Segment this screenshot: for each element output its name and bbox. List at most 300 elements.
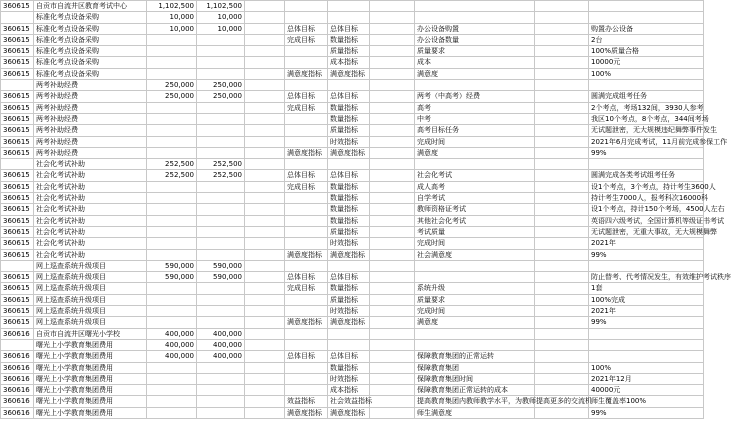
table-cell[interactable]	[147, 238, 197, 249]
table-cell[interactable]: 数量指标	[328, 283, 370, 294]
table-cell[interactable]: 质量指标	[328, 294, 370, 305]
table-cell[interactable]: 总体目标	[285, 351, 328, 362]
table-cell[interactable]	[535, 317, 589, 328]
table-cell[interactable]	[197, 68, 245, 79]
table-cell[interactable]: 设1个考点，3个考点，持计考生3600人	[589, 181, 704, 192]
table-cell[interactable]	[535, 328, 589, 339]
table-cell[interactable]: 100%	[589, 68, 704, 79]
table-cell[interactable]: 360615	[1, 91, 34, 102]
table-cell[interactable]	[245, 238, 285, 249]
table-cell[interactable]	[245, 396, 285, 407]
table-cell[interactable]: 时效指标	[328, 373, 370, 384]
table-cell[interactable]	[197, 204, 245, 215]
table-cell[interactable]: 标准化考点设备采购	[34, 46, 147, 57]
table-cell[interactable]: 质量指标	[328, 226, 370, 237]
table-cell[interactable]	[535, 351, 589, 362]
table-cell[interactable]: 10,000	[197, 12, 245, 23]
table-cell[interactable]	[370, 136, 415, 147]
table-cell[interactable]	[245, 193, 285, 204]
table-cell[interactable]	[535, 57, 589, 68]
table-cell[interactable]: 360615	[1, 34, 34, 45]
table-cell[interactable]: 2021年12月	[589, 373, 704, 384]
table-cell[interactable]: 完成目标	[285, 34, 328, 45]
table-cell[interactable]	[415, 159, 535, 170]
table-cell[interactable]: 400,000	[147, 328, 197, 339]
table-cell[interactable]	[285, 193, 328, 204]
table-cell[interactable]	[285, 1, 328, 12]
table-cell[interactable]	[535, 238, 589, 249]
table-cell[interactable]	[328, 80, 370, 91]
table-cell[interactable]	[245, 317, 285, 328]
table-cell[interactable]: 数量指标	[328, 113, 370, 124]
table-cell[interactable]	[370, 46, 415, 57]
table-cell[interactable]: 无试题泄密，无大规模违纪舞弊事件发生	[589, 125, 704, 136]
table-cell[interactable]: 满意度指标	[285, 249, 328, 260]
table-cell[interactable]	[147, 125, 197, 136]
table-cell[interactable]: 质量指标	[328, 125, 370, 136]
table-cell[interactable]	[147, 181, 197, 192]
table-cell[interactable]	[147, 68, 197, 79]
table-cell[interactable]: 360615	[1, 249, 34, 260]
table-cell[interactable]	[245, 181, 285, 192]
table-cell[interactable]	[245, 136, 285, 147]
table-cell[interactable]	[328, 328, 370, 339]
table-cell[interactable]: 网上巡查系统升级项目	[34, 306, 147, 317]
table-cell[interactable]	[535, 339, 589, 350]
table-cell[interactable]: 网上巡查系统升级项目	[34, 272, 147, 283]
table-cell[interactable]	[370, 328, 415, 339]
table-cell[interactable]: 效益指标	[285, 396, 328, 407]
table-cell[interactable]	[415, 12, 535, 23]
table-cell[interactable]	[147, 113, 197, 124]
table-cell[interactable]: 360616	[1, 351, 34, 362]
table-cell[interactable]: 无试题泄密，无重大事故，无大规模舞弊	[589, 226, 704, 237]
table-cell[interactable]	[147, 385, 197, 396]
table-cell[interactable]	[370, 283, 415, 294]
table-cell[interactable]: 总体目标	[328, 351, 370, 362]
table-cell[interactable]	[535, 91, 589, 102]
table-cell[interactable]: 网上巡查系统升级项目	[34, 317, 147, 328]
table-cell[interactable]: 360615	[1, 204, 34, 215]
table-cell[interactable]	[245, 260, 285, 271]
table-cell[interactable]: 完成时间	[415, 238, 535, 249]
table-cell[interactable]	[197, 283, 245, 294]
table-cell[interactable]	[1, 80, 34, 91]
table-cell[interactable]: 总体目标	[285, 91, 328, 102]
table-cell[interactable]: 保障教育集团	[415, 362, 535, 373]
table-cell[interactable]	[285, 226, 328, 237]
table-cell[interactable]	[147, 306, 197, 317]
table-cell[interactable]	[370, 351, 415, 362]
table-cell[interactable]	[197, 147, 245, 158]
table-cell[interactable]: 252,500	[197, 159, 245, 170]
table-cell[interactable]	[370, 102, 415, 113]
table-cell[interactable]	[589, 1, 704, 12]
table-cell[interactable]: 两考补助经费	[34, 113, 147, 124]
table-cell[interactable]	[285, 306, 328, 317]
table-cell[interactable]: 社会化考试补助	[34, 170, 147, 181]
table-cell[interactable]: 圆满完成组考任务	[589, 91, 704, 102]
table-cell[interactable]	[197, 396, 245, 407]
table-cell[interactable]: 360615	[1, 181, 34, 192]
table-cell[interactable]: 时效指标	[328, 306, 370, 317]
table-cell[interactable]: 圆满完成各类考试组考任务	[589, 170, 704, 181]
table-cell[interactable]	[245, 1, 285, 12]
table-cell[interactable]	[147, 204, 197, 215]
table-cell[interactable]	[370, 113, 415, 124]
table-cell[interactable]: 数量指标	[328, 215, 370, 226]
table-cell[interactable]	[197, 373, 245, 384]
table-cell[interactable]: 数量指标	[328, 193, 370, 204]
table-cell[interactable]	[147, 317, 197, 328]
table-cell[interactable]: 高考目标任务	[415, 125, 535, 136]
table-cell[interactable]: 数量指标	[328, 362, 370, 373]
table-cell[interactable]: 总体目标	[285, 272, 328, 283]
table-cell[interactable]	[535, 193, 589, 204]
table-cell[interactable]: 360615	[1, 306, 34, 317]
table-cell[interactable]	[245, 351, 285, 362]
table-cell[interactable]: 360616	[1, 373, 34, 384]
table-cell[interactable]	[197, 57, 245, 68]
table-cell[interactable]	[535, 136, 589, 147]
table-cell[interactable]: 防止替考、代考情况发生，有效维护考试秩序	[589, 272, 704, 283]
table-cell[interactable]: 400,000	[147, 351, 197, 362]
table-cell[interactable]	[197, 215, 245, 226]
table-cell[interactable]	[285, 373, 328, 384]
table-cell[interactable]	[535, 23, 589, 34]
table-cell[interactable]: 提高教育集团内教师教学水平，为教师提高更多的交流机	[415, 396, 535, 407]
table-cell[interactable]: 数量指标	[328, 204, 370, 215]
table-cell[interactable]: 社会化考试补助	[34, 159, 147, 170]
table-cell[interactable]: 100%质量合格	[589, 46, 704, 57]
table-cell[interactable]: 360615	[1, 102, 34, 113]
table-cell[interactable]	[147, 373, 197, 384]
table-cell[interactable]: 360615	[1, 113, 34, 124]
table-cell[interactable]	[370, 385, 415, 396]
table-cell[interactable]	[370, 294, 415, 305]
table-cell[interactable]	[415, 260, 535, 271]
table-cell[interactable]: 两考补助经费	[34, 91, 147, 102]
table-cell[interactable]: 考试质量	[415, 226, 535, 237]
table-cell[interactable]: 满意度指标	[328, 147, 370, 158]
table-cell[interactable]	[197, 294, 245, 305]
table-cell[interactable]	[370, 215, 415, 226]
table-cell[interactable]	[415, 328, 535, 339]
table-cell[interactable]	[535, 1, 589, 12]
table-cell[interactable]: 2台	[589, 34, 704, 45]
table-cell[interactable]: 曙光上小学教育集团费用	[34, 396, 147, 407]
table-cell[interactable]	[245, 34, 285, 45]
table-cell[interactable]	[535, 147, 589, 158]
table-cell[interactable]: 完成目标	[285, 181, 328, 192]
table-cell[interactable]	[589, 328, 704, 339]
table-cell[interactable]	[245, 226, 285, 237]
table-cell[interactable]: 400,000	[197, 339, 245, 350]
table-cell[interactable]: 保障教育集团正常运转的成本	[415, 385, 535, 396]
table-cell[interactable]	[370, 306, 415, 317]
table-cell[interactable]	[535, 272, 589, 283]
table-cell[interactable]	[285, 294, 328, 305]
table-cell[interactable]	[535, 170, 589, 181]
table-cell[interactable]: 两考（中高考）经费	[415, 91, 535, 102]
table-cell[interactable]	[370, 238, 415, 249]
table-cell[interactable]: 10,000	[147, 12, 197, 23]
table-cell[interactable]: 1,102,500	[147, 1, 197, 12]
table-cell[interactable]: 250,000	[197, 80, 245, 91]
table-cell[interactable]: 252,500	[147, 170, 197, 181]
table-cell[interactable]	[370, 272, 415, 283]
table-cell[interactable]	[1, 12, 34, 23]
table-cell[interactable]	[245, 272, 285, 283]
table-cell[interactable]: 标准化考点设备采购	[34, 23, 147, 34]
table-cell[interactable]	[245, 339, 285, 350]
table-cell[interactable]	[285, 80, 328, 91]
table-cell[interactable]	[535, 68, 589, 79]
table-cell[interactable]	[285, 339, 328, 350]
table-cell[interactable]	[147, 46, 197, 57]
table-cell[interactable]	[535, 407, 589, 418]
table-cell[interactable]: 自贡市自流井区曙光小学校	[34, 328, 147, 339]
table-cell[interactable]	[535, 34, 589, 45]
table-cell[interactable]: 360616	[1, 385, 34, 396]
table-cell[interactable]: 满意度指标	[328, 249, 370, 260]
table-cell[interactable]	[535, 204, 589, 215]
table-cell[interactable]: 满意度指标	[285, 317, 328, 328]
table-cell[interactable]	[589, 159, 704, 170]
table-cell[interactable]	[197, 193, 245, 204]
table-cell[interactable]: 400,000	[197, 351, 245, 362]
table-cell[interactable]: 网上巡查系统升级项目	[34, 294, 147, 305]
table-cell[interactable]: 社会化考试补助	[34, 181, 147, 192]
table-cell[interactable]: 质量要求	[415, 46, 535, 57]
table-cell[interactable]: 590,000	[197, 272, 245, 283]
table-cell[interactable]	[1, 339, 34, 350]
table-cell[interactable]	[285, 260, 328, 271]
table-cell[interactable]: 360615	[1, 57, 34, 68]
table-cell[interactable]: 满意度	[415, 317, 535, 328]
table-cell[interactable]: 2个考点，考场132间，3930人参考	[589, 102, 704, 113]
table-cell[interactable]: 满意度指标	[285, 68, 328, 79]
table-cell[interactable]	[370, 373, 415, 384]
table-cell[interactable]	[370, 57, 415, 68]
table-cell[interactable]	[197, 238, 245, 249]
table-cell[interactable]: 高考	[415, 102, 535, 113]
table-cell[interactable]	[147, 396, 197, 407]
table-cell[interactable]	[370, 170, 415, 181]
table-cell[interactable]: 曙光上小学教育集团费用	[34, 339, 147, 350]
table-cell[interactable]	[415, 80, 535, 91]
table-cell[interactable]	[370, 249, 415, 260]
table-cell[interactable]	[245, 306, 285, 317]
table-cell[interactable]: 250,000	[147, 80, 197, 91]
table-cell[interactable]	[285, 46, 328, 57]
table-cell[interactable]: 两考补助经费	[34, 80, 147, 91]
table-cell[interactable]	[285, 159, 328, 170]
table-cell[interactable]: 教师资格证考试	[415, 204, 535, 215]
table-cell[interactable]	[147, 215, 197, 226]
table-cell[interactable]: 两考补助经费	[34, 102, 147, 113]
table-cell[interactable]: 360615	[1, 283, 34, 294]
table-cell[interactable]	[370, 317, 415, 328]
table-cell[interactable]: 360615	[1, 147, 34, 158]
table-cell[interactable]: 250,000	[197, 91, 245, 102]
table-cell[interactable]: 360616	[1, 362, 34, 373]
table-cell[interactable]: 两考补助经费	[34, 147, 147, 158]
table-cell[interactable]	[245, 46, 285, 57]
table-cell[interactable]: 社会化考试补助	[34, 249, 147, 260]
table-cell[interactable]	[370, 91, 415, 102]
table-cell[interactable]	[535, 80, 589, 91]
table-cell[interactable]	[147, 283, 197, 294]
table-cell[interactable]	[147, 57, 197, 68]
table-cell[interactable]	[245, 170, 285, 181]
table-cell[interactable]: 360615	[1, 193, 34, 204]
table-cell[interactable]	[370, 159, 415, 170]
table-cell[interactable]: 社会化考试补助	[34, 215, 147, 226]
table-cell[interactable]	[285, 215, 328, 226]
table-cell[interactable]: 师生覆盖率100%	[589, 396, 704, 407]
table-cell[interactable]	[535, 181, 589, 192]
table-cell[interactable]	[245, 57, 285, 68]
table-cell[interactable]	[245, 12, 285, 23]
table-cell[interactable]	[285, 328, 328, 339]
table-cell[interactable]	[535, 306, 589, 317]
table-cell[interactable]: 总体目标	[328, 91, 370, 102]
table-cell[interactable]: 100%完成	[589, 294, 704, 305]
table-cell[interactable]: 数量指标	[328, 34, 370, 45]
table-cell[interactable]	[285, 125, 328, 136]
table-cell[interactable]: 250,000	[147, 91, 197, 102]
table-cell[interactable]	[197, 407, 245, 418]
table-cell[interactable]: 总体目标	[285, 23, 328, 34]
table-cell[interactable]: 保障教育集团的正常运转	[415, 351, 535, 362]
table-cell[interactable]	[197, 306, 245, 317]
table-cell[interactable]	[370, 407, 415, 418]
table-cell[interactable]	[535, 362, 589, 373]
table-cell[interactable]: 360615	[1, 317, 34, 328]
table-cell[interactable]: 英语四六级考试，全国计算机等级证书考试	[589, 215, 704, 226]
table-cell[interactable]	[328, 339, 370, 350]
table-cell[interactable]	[370, 1, 415, 12]
table-cell[interactable]: 2021年6月完成考试，11月前完成参保工作	[589, 136, 704, 147]
table-cell[interactable]: 252,500	[197, 170, 245, 181]
table-cell[interactable]: 360615	[1, 23, 34, 34]
table-cell[interactable]	[370, 193, 415, 204]
table-cell[interactable]	[328, 12, 370, 23]
table-cell[interactable]	[245, 215, 285, 226]
table-cell[interactable]	[147, 362, 197, 373]
table-cell[interactable]: 时效指标	[328, 238, 370, 249]
table-cell[interactable]: 成本指标	[328, 57, 370, 68]
table-cell[interactable]	[535, 249, 589, 260]
table-cell[interactable]: 360615	[1, 272, 34, 283]
table-cell[interactable]: 社会化考试补助	[34, 238, 147, 249]
table-cell[interactable]: 标准化考点设备采购	[34, 34, 147, 45]
table-cell[interactable]: 网上巡查系统升级项目	[34, 283, 147, 294]
table-cell[interactable]	[245, 102, 285, 113]
table-cell[interactable]: 成人高考	[415, 181, 535, 192]
table-cell[interactable]: 590,000	[147, 272, 197, 283]
table-cell[interactable]: 360615	[1, 68, 34, 79]
table-cell[interactable]: 满意度指标	[285, 407, 328, 418]
table-cell[interactable]: 总体目标	[328, 170, 370, 181]
table-cell[interactable]	[535, 102, 589, 113]
table-cell[interactable]: 持计考生7000人，报考科次16000科	[589, 193, 704, 204]
table-cell[interactable]: 曙光上小学教育集团费用	[34, 373, 147, 384]
table-cell[interactable]: 总体目标	[328, 23, 370, 34]
table-cell[interactable]	[285, 113, 328, 124]
table-cell[interactable]	[245, 159, 285, 170]
table-cell[interactable]	[245, 385, 285, 396]
table-cell[interactable]	[147, 193, 197, 204]
table-cell[interactable]	[245, 113, 285, 124]
table-cell[interactable]	[245, 147, 285, 158]
table-cell[interactable]	[535, 12, 589, 23]
table-cell[interactable]: 满意度指标	[328, 317, 370, 328]
table-cell[interactable]	[535, 260, 589, 271]
table-cell[interactable]: 质量要求	[415, 294, 535, 305]
table-cell[interactable]: 质量指标	[328, 46, 370, 57]
table-cell[interactable]	[197, 136, 245, 147]
table-cell[interactable]	[370, 181, 415, 192]
table-cell[interactable]	[147, 147, 197, 158]
table-cell[interactable]	[370, 68, 415, 79]
table-cell[interactable]: 两考补助经费	[34, 125, 147, 136]
table-cell[interactable]	[535, 226, 589, 237]
table-cell[interactable]: 2021年	[589, 306, 704, 317]
table-cell[interactable]	[589, 260, 704, 271]
table-cell[interactable]: 设1个考点，持计150个考场，4500人左右	[589, 204, 704, 215]
table-cell[interactable]: 曙光上小学教育集团费用	[34, 351, 147, 362]
table-cell[interactable]: 系统升级	[415, 283, 535, 294]
table-cell[interactable]: 办公设备数量	[415, 34, 535, 45]
table-cell[interactable]: 师生满意度	[415, 407, 535, 418]
table-cell[interactable]	[589, 351, 704, 362]
table-cell[interactable]: 100%	[589, 362, 704, 373]
table-cell[interactable]	[245, 249, 285, 260]
table-cell[interactable]: 社会效益指标	[328, 396, 370, 407]
table-cell[interactable]: 1,102,500	[197, 1, 245, 12]
table-cell[interactable]	[197, 362, 245, 373]
table-cell[interactable]	[245, 125, 285, 136]
table-cell[interactable]: 其他社会化考试	[415, 215, 535, 226]
table-cell[interactable]: 社会化考试	[415, 170, 535, 181]
table-cell[interactable]: 360615	[1, 238, 34, 249]
table-cell[interactable]: 99%	[589, 317, 704, 328]
table-cell[interactable]: 社会化考试补助	[34, 204, 147, 215]
table-cell[interactable]: 完成目标	[285, 102, 328, 113]
table-cell[interactable]: 360615	[1, 226, 34, 237]
table-cell[interactable]	[245, 373, 285, 384]
table-cell[interactable]	[535, 215, 589, 226]
table-cell[interactable]	[245, 294, 285, 305]
table-cell[interactable]	[370, 34, 415, 45]
table-cell[interactable]	[535, 373, 589, 384]
table-cell[interactable]	[245, 23, 285, 34]
table-cell[interactable]	[370, 226, 415, 237]
table-cell[interactable]	[147, 407, 197, 418]
table-cell[interactable]: 360615	[1, 125, 34, 136]
table-cell[interactable]	[535, 125, 589, 136]
table-cell[interactable]: 社会满意度	[415, 249, 535, 260]
table-cell[interactable]: 标准化考点设备采购	[34, 57, 147, 68]
table-cell[interactable]: 10,000	[147, 23, 197, 34]
table-cell[interactable]	[535, 113, 589, 124]
table-cell[interactable]: 中考	[415, 113, 535, 124]
table-cell[interactable]	[147, 294, 197, 305]
table-cell[interactable]	[415, 272, 535, 283]
table-cell[interactable]: 成本指标	[328, 385, 370, 396]
